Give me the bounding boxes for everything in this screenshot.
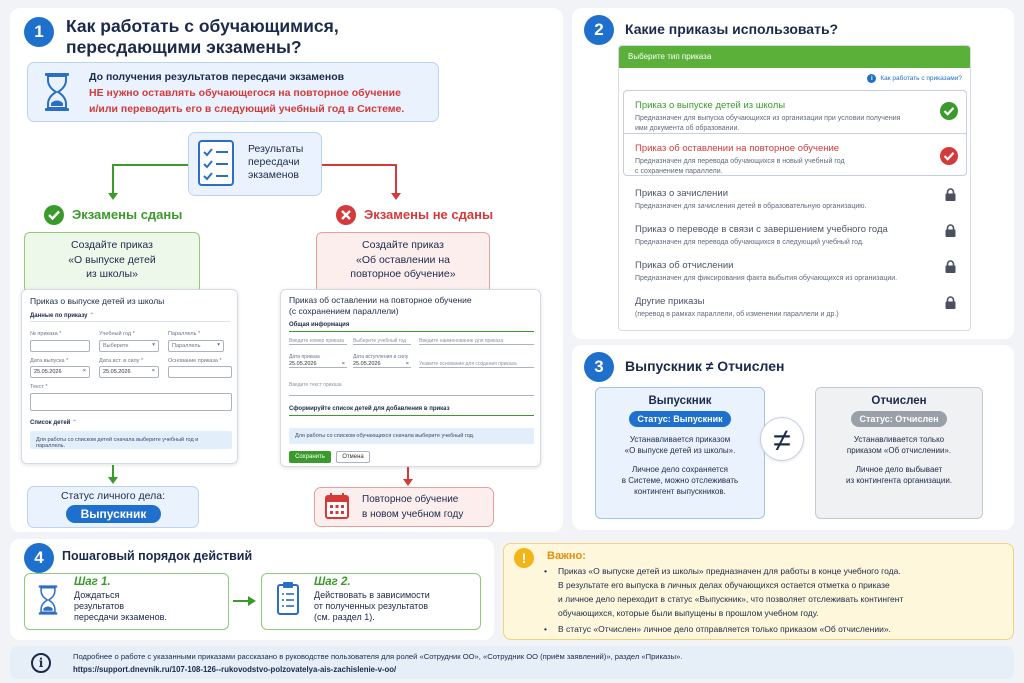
section-4-number: 4 xyxy=(24,543,54,573)
order-item-desc: Предназначен для зачисления детей в образовательную организацию. xyxy=(635,203,867,210)
lock-icon xyxy=(945,296,956,309)
important-b1-line2: В результате его выпуска в личных делах обучающихся остается отметка о приказе xyxy=(558,580,890,590)
branch-arrow-failed xyxy=(320,163,404,201)
step-2-line1: Действовать в зависимости xyxy=(314,590,430,600)
arrow-right-icon xyxy=(233,595,257,607)
order-item-title: Приказ об оставлении на повторное обучение xyxy=(635,143,840,154)
results-line1: Результаты xyxy=(248,143,304,155)
caret-down-icon: ▾ xyxy=(152,342,155,348)
important-b1-line3: и личное дело переходит в статус «Выпускник», что позволяет отслеживать контингент xyxy=(558,594,904,604)
important-b1-line4: обучающихся, которые были выпущены в прошлом учебном году. xyxy=(558,608,819,618)
order-item-title: Другие приказы xyxy=(635,296,705,307)
order-text-input[interactable] xyxy=(30,393,232,411)
graduate-badge: Статус: Выпускник xyxy=(629,411,730,427)
important-b2-line: В статус «Отчислен» личное дело отправляется только приказом «Об отчислении». xyxy=(558,624,891,634)
section-4-title: Пошаговый порядок действий xyxy=(62,549,253,563)
step-1-line3: пересдачи экзаменов. xyxy=(74,612,167,622)
create-passed-line3: из школы» xyxy=(86,268,138,280)
create-failed-line1: Создайте приказ xyxy=(362,239,444,251)
graduate-p2-line1: Личное дело сохраняется xyxy=(632,465,728,474)
info-line3: и/или переводить его в следующий учебный год в Системе. xyxy=(89,103,405,115)
graduate-p1-line1: Устанавливается приказом xyxy=(629,435,731,444)
info-icon: i xyxy=(867,74,876,83)
effective-date-value: 25.05.2026 xyxy=(103,369,131,375)
order-item-desc: Предназначен для перевода обучающихся в следующий учебный год. xyxy=(635,239,864,246)
expelled-p1 xyxy=(816,434,982,456)
bullet-icon: • xyxy=(544,624,547,634)
form-title xyxy=(289,295,472,317)
info-line2: НЕ нужно оставлять обучающегося на повторное обучение xyxy=(89,87,401,99)
order-item-repeat[interactable] xyxy=(625,137,971,183)
year-select[interactable] xyxy=(99,340,159,352)
passed-status-label: Статус личного дела: xyxy=(60,490,166,502)
panel-header: Выберите тип приказа xyxy=(619,46,971,68)
step-2-line3: (см. раздел 1). xyxy=(314,612,375,622)
section-1-title xyxy=(66,16,339,58)
order-item-divider xyxy=(623,133,967,134)
save-button[interactable]: Сохранить xyxy=(289,451,331,463)
caret-down-icon: ▾ xyxy=(217,342,220,348)
not-equal-icon: ≠ xyxy=(760,417,804,461)
graduate-title: Выпускник xyxy=(648,395,712,407)
year-select[interactable]: Выберите учебный год xyxy=(353,338,411,345)
order-number-input[interactable]: Введите номер приказа xyxy=(289,338,347,345)
create-failed-line2: «Об оставлении на xyxy=(356,253,450,266)
order-item-desc-line2: ими документа об образовании. xyxy=(635,125,740,133)
create-passed-line2: «О выпуске детей xyxy=(68,253,156,266)
passed-title: Экзамены сданы xyxy=(72,207,183,222)
repeat-order-form xyxy=(280,289,541,467)
check-circle-icon xyxy=(940,102,958,120)
expelled-p2-line1: Личное дело выбывает xyxy=(855,465,943,474)
step-2-text xyxy=(314,577,430,623)
children-note xyxy=(30,431,232,449)
order-item-desc-line2: с сохранением параллели. xyxy=(635,168,723,176)
failed-result-line2: в новом учебном году xyxy=(362,509,464,520)
clear-icon[interactable]: × xyxy=(151,368,155,374)
children-list-text: Список детей xyxy=(30,420,71,426)
form-title: Приказ о выпуске детей из школы xyxy=(30,296,165,306)
info-circle-icon: i xyxy=(31,653,51,673)
form-divider xyxy=(30,321,230,322)
order-text-input[interactable]: Введите текст приказа xyxy=(289,382,534,396)
section-3-number: 3 xyxy=(584,352,614,382)
step-1-title: Шаг 1. xyxy=(74,576,111,588)
order-name-input[interactable]: Введите наименование для приказа xyxy=(419,338,534,345)
field-label-date: Дата вст. в силу * xyxy=(99,358,144,364)
checklist-icon xyxy=(198,140,234,186)
children-list-label xyxy=(30,419,77,426)
form-title-line1: Приказ об оставлении на повторное обучение xyxy=(289,295,472,305)
cancel-button[interactable]: Отмена xyxy=(336,451,370,463)
issue-date-input[interactable] xyxy=(289,361,347,368)
order-item-desc: (перевод в рамках параллели, об изменении параллели и др.) xyxy=(635,311,839,318)
chevron-up-icon: ⌃ xyxy=(89,313,95,319)
children-note-text: Для работы со списком детей сначала выберите учебный год и параллель. xyxy=(36,437,199,449)
expelled-card xyxy=(815,387,983,519)
issue-date-value: 25.05.2026 xyxy=(289,361,317,367)
cross-circle-icon xyxy=(336,205,356,225)
important-bullet-2 xyxy=(542,622,903,636)
field-label-text: Текст * xyxy=(30,384,48,390)
passed-status-badge: Выпускник xyxy=(66,505,161,523)
order-item-expulsion xyxy=(625,254,971,290)
info-text xyxy=(89,69,404,117)
step-1-line1: Дождаться xyxy=(74,590,120,600)
arrow-down-passed xyxy=(107,465,119,485)
bullet-icon: • xyxy=(544,566,547,576)
field-label-year: Учебный год * xyxy=(99,331,135,337)
expelled-p1-line2: приказом «Об отчислении». xyxy=(846,446,952,455)
expelled-p1-line1: Устанавливается только xyxy=(853,435,945,444)
field-label-number: № приказа * xyxy=(30,331,62,337)
order-item-title: Приказ о зачислении xyxy=(635,188,729,199)
issue-date-value: 25.05.2026 xyxy=(34,369,62,375)
field-label-date: Дата вступления в силу xyxy=(353,354,409,360)
chevron-up-icon: ⌃ xyxy=(72,420,78,426)
graduation-order-form xyxy=(21,289,238,464)
help-link-text: Как работать с приказами? xyxy=(880,75,962,82)
step-2-title: Шаг 2. xyxy=(314,576,351,588)
results-line3: экзаменов xyxy=(248,169,299,181)
order-item-transfer xyxy=(625,218,971,254)
important-bullet-1 xyxy=(542,564,903,620)
form-section-underline xyxy=(289,331,534,332)
order-item-enrollment xyxy=(625,182,971,218)
create-failed-line3: повторное обучение» xyxy=(350,268,456,280)
clear-icon[interactable]: × xyxy=(341,361,345,367)
graduate-card xyxy=(595,387,765,519)
important-text xyxy=(542,564,903,636)
section-2-title: Какие приказы использовать? xyxy=(625,21,839,37)
effective-date-input[interactable] xyxy=(353,361,411,368)
expelled-badge: Статус: Отчислен xyxy=(851,411,946,427)
effective-date-input[interactable] xyxy=(99,366,159,378)
children-list-label: Сформируйте список детей для добавления в приказ xyxy=(289,406,450,412)
lock-icon xyxy=(945,188,956,201)
order-number-input[interactable] xyxy=(30,340,90,352)
lock-icon xyxy=(945,260,956,273)
order-item-desc: Предназначен для фиксирования факта выбытия обучающихся из организации. xyxy=(635,275,898,282)
help-link[interactable] xyxy=(867,74,962,83)
form-section-label: Общая информация xyxy=(289,322,350,328)
children-list-underline xyxy=(289,415,534,416)
graduate-p2-line3: контингент выпускников. xyxy=(634,487,726,496)
issue-date-input[interactable] xyxy=(30,366,90,378)
field-label-issue: Дата приказа xyxy=(289,354,320,360)
graduate-p1 xyxy=(596,434,764,456)
parallel-select[interactable] xyxy=(168,340,224,352)
step-1-line2: результатов xyxy=(74,601,125,611)
branch-arrow-passed xyxy=(108,163,192,201)
expelled-p2 xyxy=(816,464,982,486)
graduate-p2 xyxy=(596,464,764,497)
create-passed-line1: Создайте приказ xyxy=(71,239,153,251)
order-item-desc-line1: Предназначен для выпуска обучающихся из организации при условии получения xyxy=(635,115,901,122)
footer-link[interactable]: https://support.dnevnik.ru/107-108-126--rukovodstvo-polzovatelya-ais-zachislenie-v-oo/ xyxy=(73,665,397,674)
warning-icon: ! xyxy=(514,548,534,568)
clear-icon[interactable]: × xyxy=(82,368,86,374)
year-select-value: Выберите xyxy=(103,343,129,349)
order-item-other xyxy=(625,290,971,326)
footer-text: Подробнее о работе с указанными приказами рассказано в руководстве пользователя для ролей «Сотрудник ОО», «Сотрудник ОО (приём заявлений)», раздел «Приказы». xyxy=(73,652,683,661)
create-passed-text xyxy=(24,238,200,282)
step-1-text xyxy=(74,577,167,623)
clear-icon[interactable]: × xyxy=(405,361,409,367)
graduate-p1-line2: «О выпуске детей из школы». xyxy=(624,446,736,455)
order-type-panel xyxy=(618,45,971,331)
section-1-title-line2: пересдающими экзамены? xyxy=(66,37,302,57)
field-label-basis: Основание приказа * xyxy=(168,358,222,364)
footer-card xyxy=(10,646,1014,679)
important-title: Важно: xyxy=(547,550,586,562)
order-item-title: Приказ о переводе в связи с завершением учебного года xyxy=(635,224,888,235)
section-1-number: 1 xyxy=(24,17,54,47)
failed-result-text xyxy=(362,492,463,522)
expelled-title: Отчислен xyxy=(871,395,927,407)
form-title-line2: (с сохранением параллели) xyxy=(289,306,399,316)
section-2-number: 2 xyxy=(584,15,614,45)
graduate-p2-line2: в Системе, можно отслеживать xyxy=(621,476,739,485)
failed-result-line1: Повторное обучение xyxy=(362,494,459,505)
lock-icon xyxy=(945,224,956,237)
form-section-label xyxy=(30,312,94,319)
arrow-down-failed xyxy=(402,467,414,487)
effective-date-value: 25.05.2026 xyxy=(353,361,381,367)
expelled-p2-line2: из контингента организации. xyxy=(845,476,953,485)
children-note xyxy=(289,428,534,444)
failed-title: Экзамены не сданы xyxy=(364,207,494,222)
section-1-title-line1: Как работать с обучающимися, xyxy=(66,16,339,36)
field-label-issue: Дата выпуска * xyxy=(30,358,69,364)
field-label-parallel: Параллель * xyxy=(168,331,201,337)
section-3-title: Выпускник ≠ Отчислен xyxy=(625,358,785,374)
hourglass-icon xyxy=(44,72,70,112)
calendar-icon xyxy=(325,493,349,519)
order-item-title: Приказ о выпуске детей из школы xyxy=(635,100,786,111)
results-label xyxy=(248,143,303,182)
order-item-desc xyxy=(635,114,966,134)
basis-input[interactable] xyxy=(168,366,232,378)
order-item-title: Приказ об отчислении xyxy=(635,260,734,271)
form-section-text: Данные по приказу xyxy=(30,313,88,319)
step-2-line2: от полученных результатов xyxy=(314,601,428,611)
check-circle-icon xyxy=(44,205,64,225)
check-circle-icon xyxy=(940,147,958,165)
parallel-select-value: Параллель xyxy=(172,343,201,349)
create-failed-text xyxy=(316,238,490,282)
clipboard-icon xyxy=(277,581,299,615)
results-line2: пересдачи xyxy=(248,156,300,168)
hourglass-icon xyxy=(38,583,58,617)
children-note-text: Для работы со списком обучающихся сначала выберите учебный год. xyxy=(295,433,475,439)
important-b1-line1: Приказ «О выпуске детей из школы» предназначен для работы в конце учебного года. xyxy=(558,566,901,576)
info-line1: До получения результатов пересдачи экзаменов xyxy=(89,71,345,83)
basis-input[interactable]: Укажите основание для создания приказа xyxy=(419,361,534,368)
order-item-desc-line1: Предназначен для перевода обучающихся в новый учебный год xyxy=(635,158,845,165)
order-item-desc xyxy=(635,157,966,177)
